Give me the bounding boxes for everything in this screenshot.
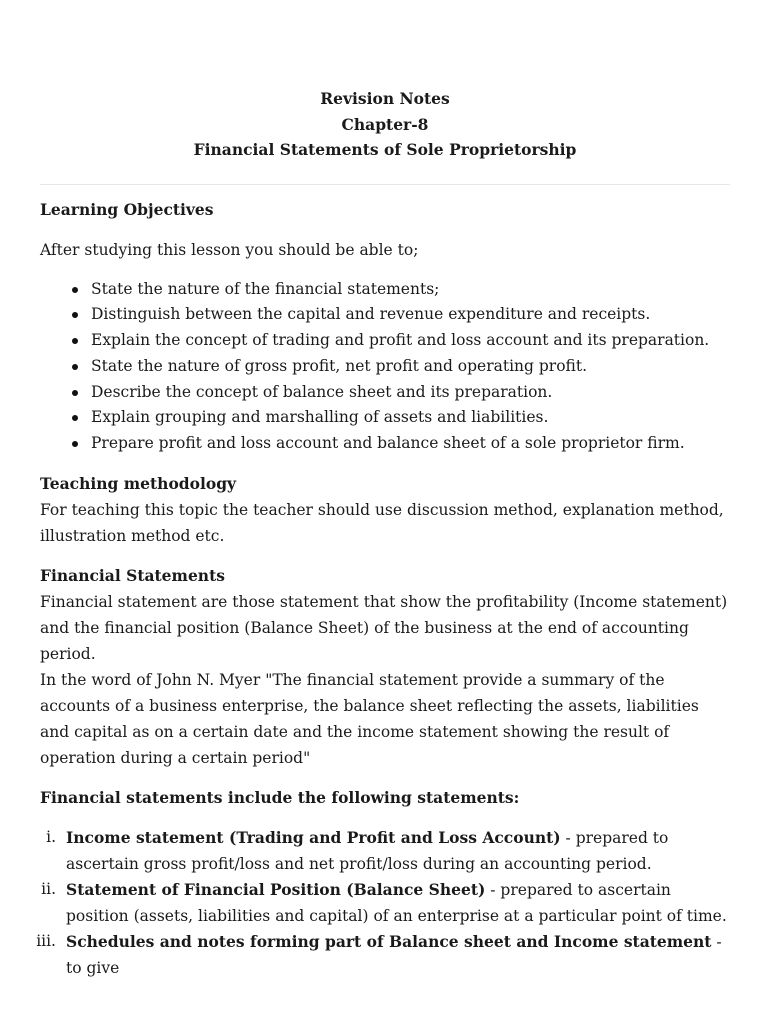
list-item: Explain the concept of trading and profit and loss account and its preparation.	[40, 328, 730, 354]
list-item	[40, 825, 730, 877]
list-item-description: - to give	[66, 933, 722, 977]
teaching-methodology-body: For teaching this topic the teacher should use discussion method, explanation method, illustration method etc.	[40, 501, 724, 546]
header-divider	[40, 184, 730, 185]
learning-objectives-intro: After studying this lesson you should be able to;	[40, 240, 419, 259]
list-item-description: - prepared to ascertain position (assets, liabilities and capital) of an enterprise at a particular point of time.	[66, 881, 727, 925]
list-item: Distinguish between the capital and revenue expenditure and receipts.	[40, 302, 730, 328]
header-revision-notes: Revision Notes	[320, 89, 450, 108]
list-number: ii.	[41, 880, 56, 899]
financial-statements-definition: Financial statement are those statement that show the profitability (Income statement) and the financial position (Balance Sheet) of the business at the end of accounting period.	[40, 593, 728, 664]
list-item-title: Income statement (Trading and Profit and Loss Account)	[66, 828, 561, 848]
learning-objectives-heading: Learning Objectives	[40, 199, 214, 219]
list-item-title: Schedules and notes forming part of Balance sheet and Income statement	[66, 932, 712, 952]
list-item: State the nature of gross profit, net profit and operating profit.	[40, 354, 730, 380]
learning-objectives-list	[40, 277, 730, 458]
learning-objectives-section	[40, 197, 730, 458]
bullet-icon	[72, 312, 78, 318]
teaching-methodology-heading: Teaching methodology	[40, 474, 237, 494]
financial-statements-quote: In the word of John N. Myer "The financial statement provide a summary of the accounts of a business enterprise, the balance sheet reflecting the assets, liabilities and capital as on a certain date and the income statement showing the result of operation during a certain period"	[40, 671, 699, 768]
list-item: State the nature of the financial statements;	[40, 277, 730, 303]
list-item: Explain grouping and marshalling of assets and liabilities.	[40, 405, 730, 431]
bullet-icon	[72, 415, 78, 421]
list-item	[36, 929, 730, 981]
statements-included-heading: Financial statements include the following statements:	[40, 788, 520, 808]
document-page	[36, 86, 730, 981]
bullet-icon	[72, 364, 78, 370]
list-number: iii.	[36, 932, 56, 951]
bullet-icon	[72, 390, 78, 396]
statements-included-section	[36, 785, 730, 981]
bullet-icon	[72, 287, 78, 293]
teaching-methodology-section	[40, 471, 730, 549]
bullet-icon	[72, 338, 78, 344]
list-item-title: Statement of Financial Position (Balance Sheet)	[66, 880, 486, 900]
list-item-description: - prepared to ascertain gross profit/loss and net profit/loss during an accounting period.	[66, 829, 669, 873]
list-item	[40, 877, 730, 929]
bullet-icon	[72, 441, 78, 447]
list-number: i.	[46, 828, 56, 847]
statements-included-list	[36, 825, 730, 981]
header-chapter-title: Financial Statements of Sole Proprietorship	[193, 140, 577, 159]
list-item: Prepare profit and loss account and balance sheet of a sole proprietor firm.	[40, 431, 730, 457]
financial-statements-section	[40, 563, 730, 771]
header-chapter: Chapter-8	[341, 114, 429, 134]
list-item: Describe the concept of balance sheet and its preparation.	[40, 380, 730, 406]
document-header	[40, 86, 730, 163]
financial-statements-heading: Financial Statements	[40, 566, 225, 586]
